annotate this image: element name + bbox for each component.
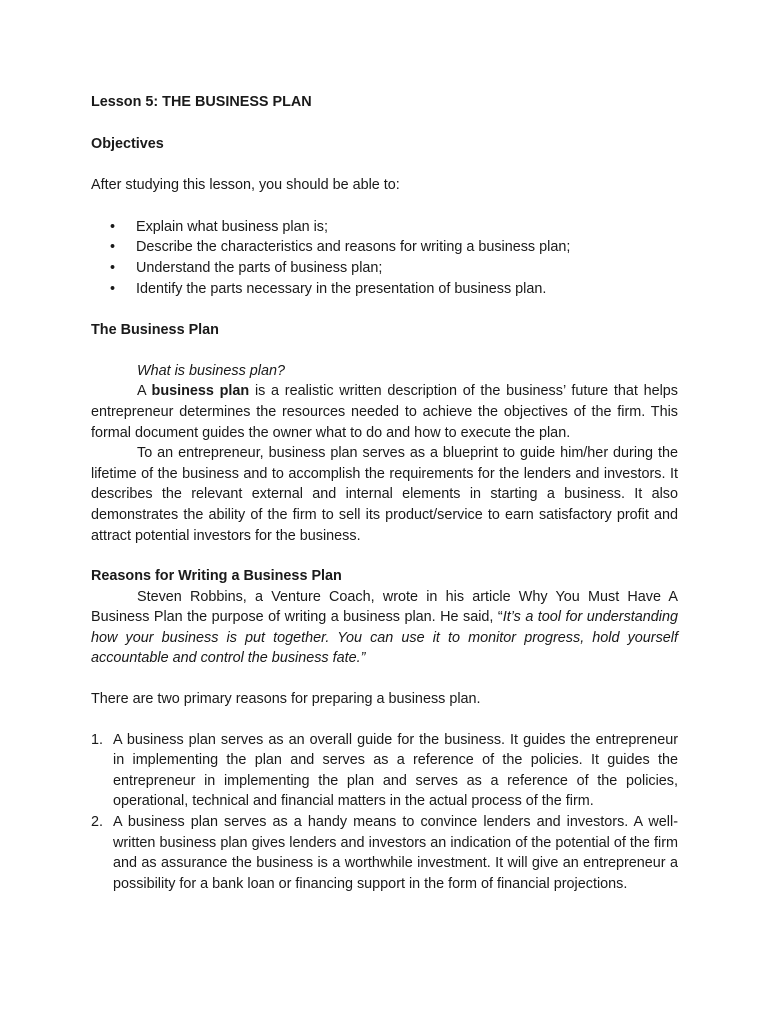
reason-item xyxy=(91,812,678,894)
quote-close: ” xyxy=(360,650,366,667)
reason-text: A business plan serves as a handy means to convince lenders and investors. A well-written business plan gives lenders and investors an indication of the potential of the firm and as assurance the business is a worthwhile investment. It will give an entrepreneur a possibility for a bank loan or financing support in the form of financial projections. xyxy=(113,814,678,892)
reason-text: A business plan serves as an overall guide for the business. It guides the entrepreneur in implementing the plan and serves as a reference of the policies. It guides the entrepreneur in implementing the plan and serves as a reference of the policies, operational, technical and financial matters in the actual process of the firm. xyxy=(113,731,678,810)
objective-text: Understand the parts of business plan; xyxy=(136,259,383,276)
business-plan-heading: The Business Plan xyxy=(91,322,219,339)
robbins-quote-paragraph xyxy=(91,587,678,669)
definition-lead: A xyxy=(137,383,152,400)
objective-text: Describe the characteristics and reasons for writing a business plan; xyxy=(136,239,571,256)
definition-text: is a realistic written description of the business’ future that helps entrepreneur determines the resources needed to achieve the objectives of the firm. This formal document guides the owner what to do and how to execute the plan. xyxy=(91,383,678,441)
reasons-heading: Reasons for Writing a Business Plan xyxy=(91,568,342,585)
objectives-heading: Objectives xyxy=(91,135,164,152)
two-reasons-intro: There are two primary reasons for preparing a business plan. xyxy=(91,691,481,708)
objective-text: Explain what business plan is; xyxy=(136,218,328,235)
reason-number: 2. xyxy=(91,814,104,831)
bullet-icon: • xyxy=(110,218,116,235)
document-page xyxy=(91,92,678,894)
quote-text: It’s a tool for understanding how your business is put together. You can use it to monitor progress, hold yourself accountable and control the business fate. xyxy=(91,609,678,667)
quote-intro: Steven Robbins, a Venture Coach, wrote in his article Why You Must Have A Business Plan the purpose of writing a business plan. He said, “ xyxy=(91,588,678,626)
business-plan-question: What is business plan? xyxy=(137,362,285,379)
bullet-icon: • xyxy=(110,259,116,276)
reason-item xyxy=(91,730,678,812)
definition-term: business plan xyxy=(151,383,250,400)
lesson-title: Lesson 5: THE BUSINESS PLAN xyxy=(91,94,312,110)
business-plan-definition xyxy=(91,381,678,443)
reason-number: 1. xyxy=(91,731,104,748)
objective-item xyxy=(91,279,678,300)
objective-text: Identify the parts necessary in the presentation of business plan. xyxy=(136,280,547,297)
objectives-intro: After studying this lesson, you should be able to: xyxy=(91,177,400,194)
bullet-icon: • xyxy=(110,239,116,256)
objective-item xyxy=(91,258,678,279)
objectives-list xyxy=(91,217,678,299)
bullet-icon: • xyxy=(110,280,116,297)
business-plan-blueprint-paragraph: To an entrepreneur, business plan serves as a blueprint to guide him/her during the lifetime of the business and to accomplish the requirements for the lenders and investors. It describes the relevant external and internal elements in starting a business. It also demonstrates the ability of the firm to sell its product/service to earn satisfactory profit and attract potential investors for the business. xyxy=(91,445,678,544)
objective-item xyxy=(91,217,678,238)
objective-item xyxy=(91,237,678,258)
reasons-list xyxy=(91,730,678,895)
